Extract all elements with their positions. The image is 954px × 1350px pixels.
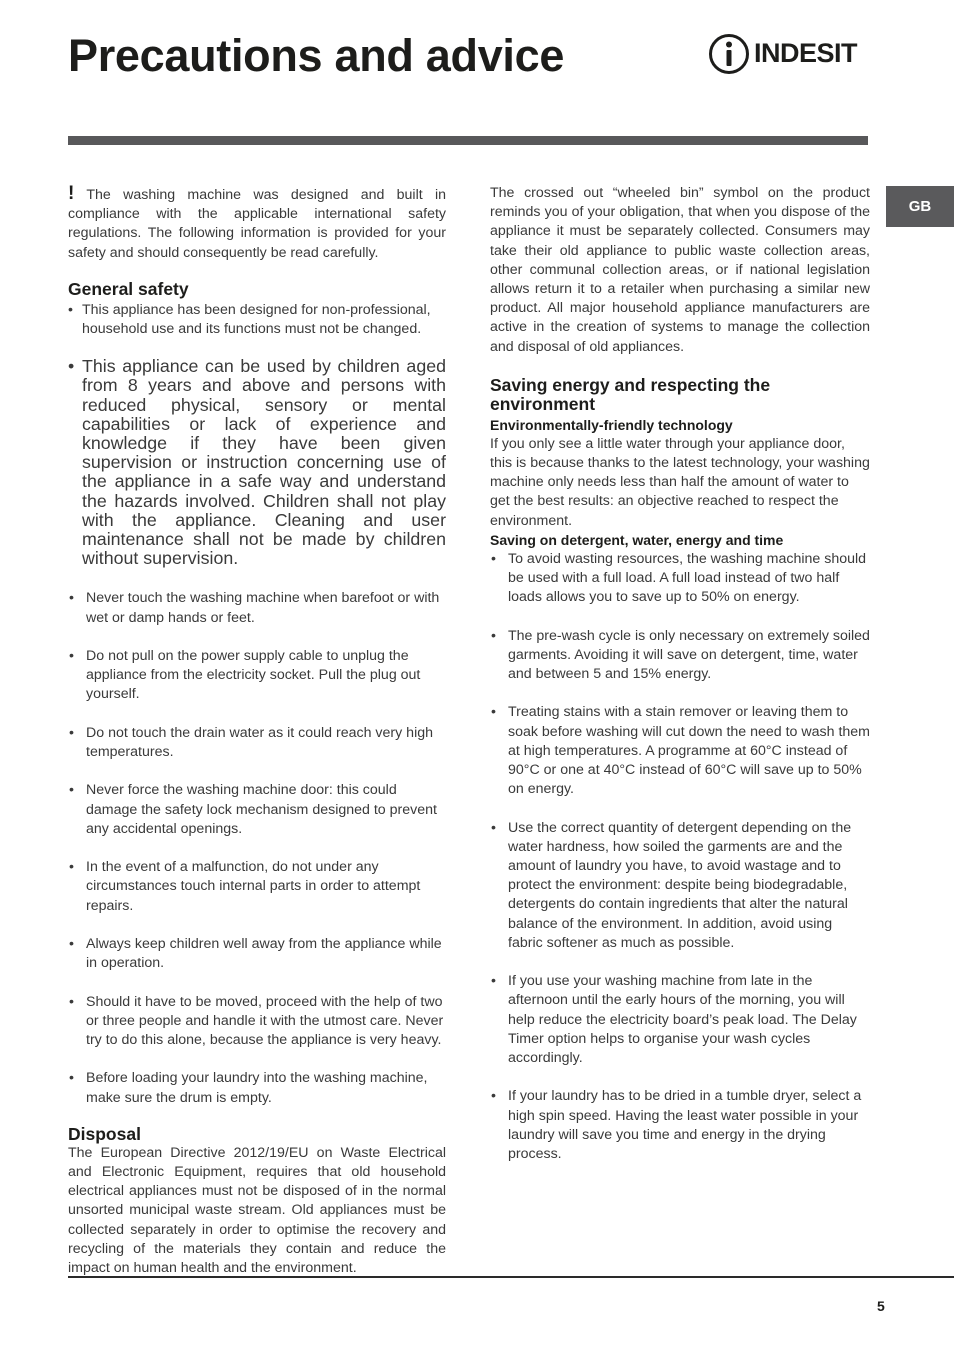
saving-energy-heading: Saving energy and respecting the environment <box>490 374 771 414</box>
list-item: • Never touch the washing machine when barefoot or with wet or damp hands or feet. <box>68 589 446 627</box>
page-number: 5 <box>877 1298 885 1314</box>
footer-rule <box>68 1276 954 1278</box>
warning-mark: ! <box>68 183 75 204</box>
list-item: • If you use your washing machine from late in the afternoon until the early hours of the morning, you will help reduce the electricity board’s peak load. The Delay Timer option helps to organise your wash cycles accordingly. <box>490 972 870 1068</box>
eco-technology-subheading: Environmentally-friendly technology <box>490 416 733 433</box>
list-item: • Always keep children well away from the appliance while in operation. <box>68 935 446 973</box>
list-item: • Use the correct quantity of detergent depending on the water hardness, how soiled the garments are and the amount of laundry you have, to avoid wastage and to protect the environment: despite being biodegradable, detergents do contain ingredients that alter the natural balance of the environment. In addition, avoid using fabric softener as much as possible. <box>490 819 870 953</box>
brand-wordmark: INDESIT <box>754 38 858 68</box>
safety-list <box>68 589 446 1107</box>
list-item: • If your laundry has to be dried in a tumble dryer, select a high spin speed. Having the least water possible in your laundry will save you time and energy in the drying process. <box>490 1087 870 1164</box>
list-item: • Do not pull on the power supply cable to unplug the appliance from the electricity socket. Pull the plug out yourself. <box>68 647 446 705</box>
general-safety-intro <box>68 301 446 339</box>
list-item: • The pre-wash cycle is only necessary on extremely soiled garments. Avoiding it will save on detergent, time, water and between 5 and 15% energy. <box>490 627 870 685</box>
list-item: • Treating stains with a stain remover or leaving them to soak before washing will cut down the need to wash them at high temperatures. A programme at 60°C instead of 90°C or one at 40°C instead of 60°C will save up to 50% on energy. <box>490 703 870 799</box>
list-item: • Should it have to be moved, proceed with the help of two or three people and handle it with the utmost care. Never try to do this alone, because the appliance is very heavy. <box>68 993 446 1051</box>
indesit-logo <box>708 33 870 75</box>
list-item: • In the event of a malfunction, do not under any circumstances touch internal parts in order to attempt repairs. <box>68 858 446 916</box>
list-item: • Before loading your laundry into the washing machine, make sure the drum is empty. <box>68 1069 446 1107</box>
list-item: • Do not touch the drain water as it could reach very high temperatures. <box>68 724 446 762</box>
general-safety-heading: General safety <box>68 278 189 299</box>
disposal-paragraph: The European Directive 2012/19/EU on Waste Electrical and Electronic Equipment, requires that old household electrical appliances must not be disposed of in the normal unsorted municipal waste stream. Old appliances must be collected separately in order to optimise the recovery and recycling of the materials they contain and reduce the impact on human health and the environment. <box>68 1144 446 1277</box>
intro-paragraph: ! The washing machine was designed and built in compliance with the applicable international safety regulations. The following information is provided for your safety and should consequently be read carefully. <box>68 183 447 261</box>
disposal-heading: Disposal <box>68 1123 141 1144</box>
left-column <box>68 184 446 1278</box>
info-circle-icon <box>708 33 750 75</box>
right-column <box>490 184 870 1164</box>
children-notice <box>68 357 446 568</box>
list-item: • Never force the washing machine door: this could damage the safety lock mechanism designed to prevent any accidental openings. <box>68 781 446 839</box>
list-item: • This appliance can be used by children aged from 8 years and above and persons with reduced physical, sensory or mental capabilities or lack of experience and knowledge if they have been given supervision or instruction concerning use of the appliance in a safe way and understand the hazards involved. Children shall not play with the appliance. Cleaning and user maintenance shall not be made by children without supervision. <box>68 357 446 568</box>
eco-technology-paragraph: If you only see a little water through your appliance door, this is because thanks to the latest technology, your washing machine only needs less than half the amount of water to get the best results: an objective reached to respect the environment. <box>490 435 870 529</box>
saving-subheading: Saving on detergent, water, energy and time <box>490 531 784 548</box>
wheeled-bin-paragraph: The crossed out “wheeled bin” symbol on the product reminds you of your obligation, that when you dispose of the appliance it must be separately collected. Consumers may take their old appliance to public waste collection areas, other communal collection areas, or if national legislation allows return it to a retailer when purchasing a similar new product. All major household appliance manufacturers are active in the creation of systems to manage the collection and disposal of old appliances. <box>490 185 870 355</box>
page-title: Precautions and advice <box>68 30 565 81</box>
saving-list <box>490 550 870 1164</box>
list-item: • To avoid wasting resources, the washing machine should be used with a full load. A full load instead of two half loads allows you to save up to 50% on energy. <box>490 550 870 608</box>
list-item: • This appliance has been designed for non-professional, household use and its functions must not be changed. <box>68 301 446 339</box>
header-rule <box>68 136 868 145</box>
language-tab: GB <box>886 186 954 227</box>
